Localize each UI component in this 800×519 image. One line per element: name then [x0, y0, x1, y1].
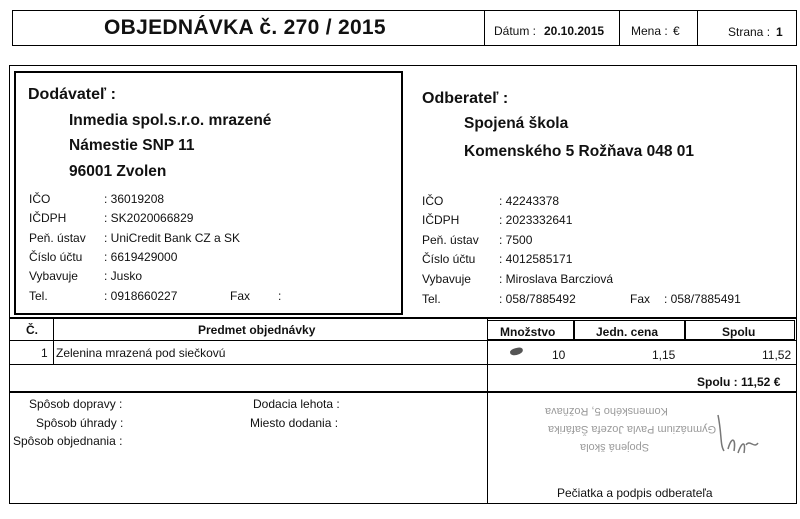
sum-total: Spolu : 11,52 €: [697, 375, 781, 389]
row-qty: 10: [552, 348, 566, 362]
supplier-ico-label: IČO: [29, 192, 51, 206]
payment-label: Spôsob úhrady :: [36, 416, 124, 430]
supplier-tel-label: Tel.: [29, 289, 48, 303]
signature-scribble: [710, 405, 770, 460]
table-header-divider: [9, 340, 797, 341]
page-value: 1: [776, 25, 783, 39]
supplier-tel-value: : 0918660227: [104, 289, 178, 303]
supplier-contact-label: Vybavuje: [29, 269, 78, 283]
stamp-line: Spojená škola: [580, 441, 650, 453]
customer-contact-label: Vybavuje: [422, 272, 471, 286]
col-header-unit-price: Jedn. cena: [596, 325, 659, 339]
header-divider: [619, 10, 620, 46]
supplier-contact-value: : Jusko: [104, 269, 143, 283]
currency-label: Mena :: [631, 24, 668, 38]
table-col-divider: [53, 318, 54, 364]
customer-address: Komenského 5 Rožňava 048 01: [464, 143, 695, 160]
supplier-fax-value: :: [278, 289, 282, 303]
customer-icdph-label: IČDPH: [422, 213, 460, 227]
supplier-bank-value: : UniCredit Bank CZ a SK: [104, 231, 241, 245]
supplier-name: Inmedia spol.s.r.o. mrazené: [69, 112, 272, 129]
supplier-city: 96001 Zvolen: [69, 163, 167, 180]
customer-bank-value: : 7500: [499, 233, 533, 247]
col-header-total: Spolu: [722, 325, 756, 339]
stamp-line: Komenského 5, Rožňava: [545, 405, 668, 417]
row-item: Zelenina mrazená pod siečkovú: [56, 346, 226, 360]
customer-account-value: : 4012585171: [499, 252, 573, 266]
supplier-fax-label: Fax: [230, 289, 251, 303]
customer-fax-label: Fax: [630, 292, 651, 306]
customer-ico-label: IČO: [422, 194, 444, 208]
document-title: OBJEDNÁVKA č. 270 / 2015: [104, 16, 386, 39]
supplier-title: Dodávateľ :: [28, 86, 116, 103]
customer-title: Odberateľ :: [422, 90, 509, 107]
col-header-no: Č.: [26, 323, 38, 337]
supplier-account-label: Číslo účtu: [29, 250, 83, 264]
delivery-date-label: Dodacia lehota :: [253, 397, 340, 411]
currency-value: €: [673, 24, 680, 38]
supplier-icdph-value: : SK2020066829: [104, 211, 194, 225]
page-label: Strana :: [728, 25, 771, 39]
delivery-place-label: Miesto dodania :: [250, 416, 339, 430]
customer-contact-value: : Miroslava Barcziová: [499, 272, 614, 286]
transport-label: Spôsob dopravy :: [29, 397, 123, 411]
header-divider: [484, 10, 485, 46]
customer-icdph-value: : 2023332641: [499, 213, 573, 227]
customer-account-label: Číslo účtu: [422, 252, 476, 266]
row-no: 1: [41, 346, 48, 360]
col-header-item: Predmet objednávky: [198, 323, 316, 337]
order-method-label: Spôsob objednania :: [13, 434, 123, 448]
customer-tel-label: Tel.: [422, 292, 441, 306]
row-unit-price: 1,15: [652, 348, 676, 362]
customer-tel-value: : 058/7885492: [499, 292, 576, 306]
customer-fax-value: : 058/7885491: [664, 292, 741, 306]
stamp-caption: Pečiatka a podpis odberateľa: [557, 486, 713, 500]
supplier-icdph-label: IČDPH: [29, 211, 67, 225]
supplier-street: Námestie SNP 11: [69, 137, 195, 154]
customer-bank-label: Peň. ústav: [422, 233, 479, 247]
footer-divider: [487, 392, 488, 504]
supplier-bank-label: Peň. ústav: [29, 231, 86, 245]
col-header-qty: Množstvo: [500, 325, 556, 339]
date-value: 20.10.2015: [544, 24, 605, 38]
stamp-line: Gymnázium Pavla Jozefa Šafárika: [548, 423, 717, 435]
row-total: 11,52: [762, 348, 792, 362]
table-row-divider: [9, 364, 797, 365]
date-label: Dátum :: [494, 24, 537, 38]
customer-ico-value: : 42243378: [499, 194, 560, 208]
supplier-account-value: : 6619429000: [104, 250, 178, 264]
header-divider: [697, 10, 698, 46]
customer-name: Spojená škola: [464, 115, 569, 132]
supplier-ico-value: : 36019208: [104, 192, 165, 206]
